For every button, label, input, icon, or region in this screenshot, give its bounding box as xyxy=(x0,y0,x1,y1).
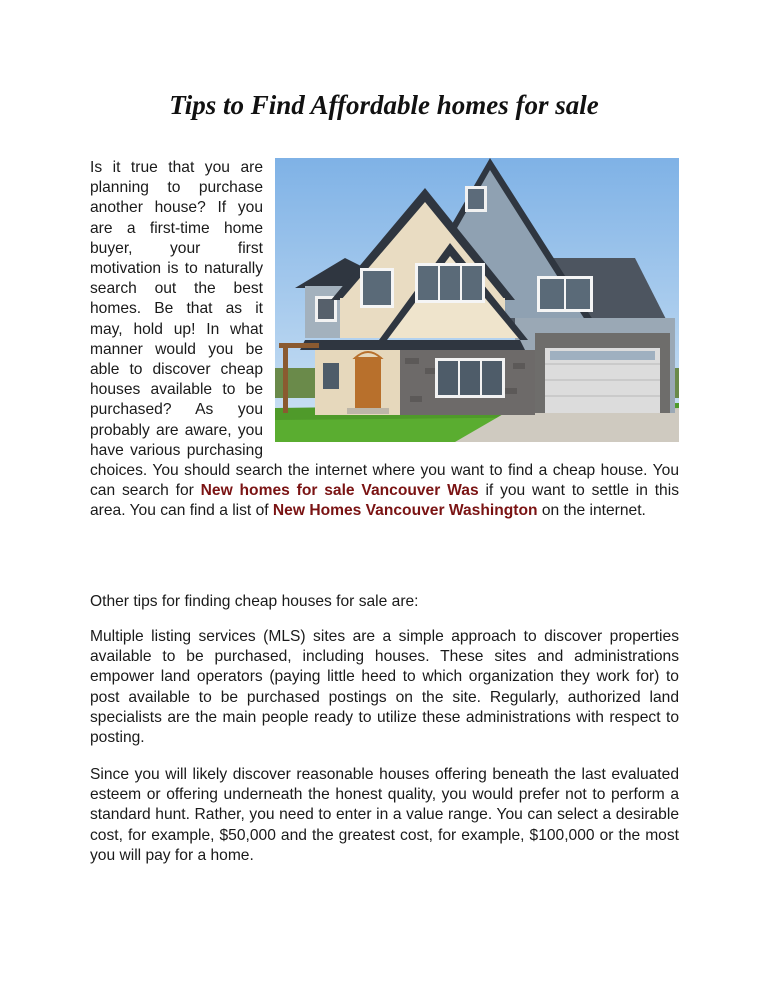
mls-paragraph: Multiple listing services (MLS) sites are a simple approach to discover properties available to be purchased, including houses. These sites and administrations empower land operators (paying little heed to which organization they work for) to post available to be purchased postings on the site. Regularly, authorized land specialists are the main people ready to utilize these administrations with respect to posting. xyxy=(90,628,679,747)
page-title: Tips to Find Affordable homes for sale xyxy=(169,90,599,120)
price-range-paragraph: Since you will likely discover reasonable houses offering beneath the last evaluated esteem or offering underneath the honest quality, you would prefer not to perform a standard hunt. Rather, you need to enter in a value range. You can select a desirable cost, for example, $50,000 and the greatest cost, for example, $100,000 or the most you will pay for a home. xyxy=(90,766,679,864)
link-new-homes-sale-vancouver[interactable]: New homes for sale Vancouver Was xyxy=(200,482,479,500)
link-new-homes-vancouver-washington[interactable]: New Homes Vancouver Washington xyxy=(272,502,538,520)
intro-text-end: on the internet. xyxy=(537,502,646,520)
house-photo xyxy=(275,158,679,442)
intro-paragraph xyxy=(90,158,679,522)
intro-text-middle: if you want to settle in this area. You can find a list of xyxy=(90,482,679,520)
intro-text: Is it true that you are planning to purchase another house? If you are a first-time home buyer, your first motivation is to naturally search out the best homes. Be that as it may, hold up! In what manner would you be able to discover cheap houses available to be purchased? As you probably are aware, you have various purchasing choices. You should search the internet where you want to find a cheap house. You can search for xyxy=(90,159,679,500)
other-tips-heading: Other tips for finding cheap houses for sale are: xyxy=(90,593,419,610)
